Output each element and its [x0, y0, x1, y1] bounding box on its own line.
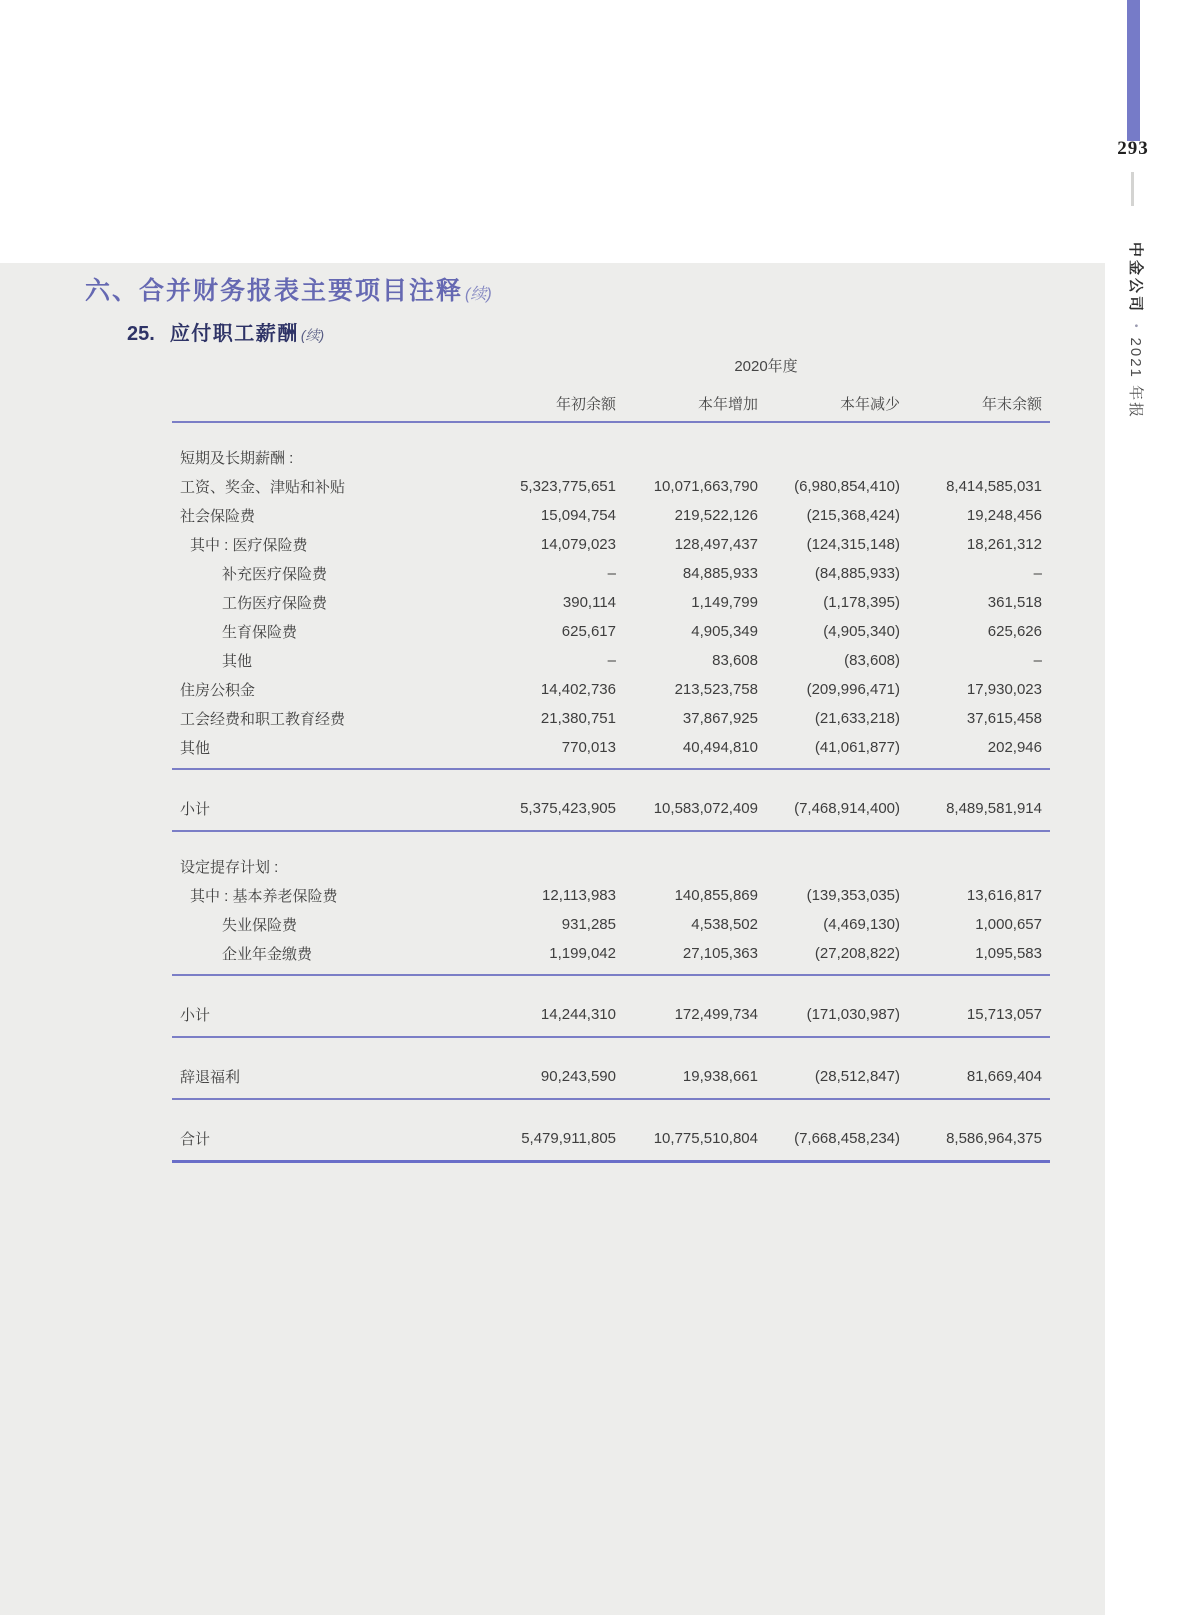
- row-label: 设定提存计划 :: [180, 859, 279, 876]
- cell-value: 14,079,023: [540, 536, 616, 553]
- cell-value: (209,996,471): [806, 681, 900, 698]
- row-label: 生育保险费: [222, 624, 298, 641]
- row-label: 补充医疗保险费: [222, 566, 328, 583]
- table-row: [172, 1124, 1050, 1153]
- cell-value: 84,885,933: [682, 565, 758, 582]
- cell-value: (83,608): [844, 652, 900, 669]
- cell-value: (41,061,877): [814, 739, 900, 756]
- cell-value: (139,353,035): [806, 887, 900, 904]
- column-header: 年初余额: [555, 396, 616, 413]
- cell-value: 17,930,023: [966, 681, 1042, 698]
- cell-value: 5,323,775,651: [520, 478, 616, 495]
- row-label: 住房公积金: [180, 682, 256, 699]
- cell-value: (124,315,148): [806, 536, 900, 553]
- table-row: [172, 881, 1050, 910]
- cell-value: 140,855,869: [674, 887, 758, 904]
- column-header: 年末余额: [981, 396, 1042, 413]
- row-label: 合计: [180, 1131, 211, 1148]
- page-number-tick: [1131, 172, 1134, 206]
- row-label: 社会保险费: [180, 508, 256, 525]
- cell-value: (4,905,340): [823, 623, 900, 640]
- cell-value: 931,285: [561, 916, 616, 933]
- cell-value: 128,497,437: [674, 536, 758, 553]
- note-heading: [127, 317, 324, 346]
- header-rule: [172, 421, 1050, 423]
- cell-value: 219,522,126: [674, 507, 758, 524]
- cell-value: 37,867,925: [682, 710, 758, 727]
- sidebar-vertical-text: [1126, 242, 1147, 419]
- cell-value: 8,586,964,375: [946, 1130, 1042, 1147]
- cell-value: 390,114: [562, 594, 616, 611]
- cell-value: (6,980,854,410): [794, 478, 900, 495]
- section-heading-text: 六、合并财务报表主要项目注释: [85, 277, 464, 305]
- cell-value: (7,468,914,400): [794, 800, 900, 817]
- cell-value: 19,938,661: [682, 1068, 758, 1085]
- cell-value: –: [1033, 652, 1042, 669]
- table-row: [172, 501, 1050, 530]
- cell-value: 10,071,663,790: [653, 478, 758, 495]
- table-row: [172, 910, 1050, 939]
- row-label: 短期及长期薪酬 :: [180, 450, 294, 467]
- cell-value: 5,479,911,805: [521, 1130, 616, 1147]
- table-row: [172, 472, 1050, 501]
- row-label: 工会经费和职工教育经费: [180, 711, 346, 728]
- cell-value: 19,248,456: [966, 507, 1042, 524]
- cell-value: (27,208,822): [814, 945, 900, 962]
- cell-value: 37,615,458: [966, 710, 1042, 727]
- cell-value: (1,178,395): [823, 594, 900, 611]
- sidebar-company-name: 中金公司: [1127, 242, 1144, 315]
- cell-value: 172,499,734: [674, 1006, 758, 1023]
- table-row: [172, 617, 1050, 646]
- row-label: 其中 : 基本养老保险费: [190, 888, 338, 905]
- table-row: [172, 646, 1050, 675]
- cell-value: 4,905,349: [691, 623, 758, 640]
- cell-value: –: [607, 565, 616, 582]
- page-number: 293: [1117, 138, 1149, 159]
- row-label: 企业年金缴费: [222, 946, 313, 963]
- cell-value: 21,380,751: [540, 710, 616, 727]
- row-label: 其中 : 医疗保险费: [190, 537, 308, 554]
- row-label: 其他: [180, 740, 211, 757]
- section-heading-continued: (续): [465, 286, 492, 303]
- table-row: [172, 675, 1050, 704]
- table-row: [172, 704, 1050, 733]
- row-label: 其他: [222, 653, 253, 670]
- cell-value: 625,617: [561, 623, 616, 640]
- cell-value: (21,633,218): [814, 710, 900, 727]
- cell-value: 18,261,312: [966, 536, 1042, 553]
- table-row: [172, 794, 1050, 823]
- cell-value: 213,523,758: [674, 681, 758, 698]
- cell-value: 15,713,057: [966, 1006, 1042, 1023]
- cell-value: 8,489,581,914: [946, 800, 1042, 817]
- cell-value: (7,668,458,234): [794, 1130, 900, 1147]
- cell-value: 1,199,042: [549, 945, 616, 962]
- column-header: 本年增加: [697, 396, 758, 413]
- table-row: [172, 530, 1050, 559]
- cell-value: 40,494,810: [682, 739, 758, 756]
- cell-value: 202,946: [987, 739, 1042, 756]
- bullet-separator: •: [1130, 324, 1141, 328]
- cell-value: 1,000,657: [975, 916, 1042, 933]
- cell-value: 361,518: [987, 594, 1042, 611]
- note-heading-continued: (续): [300, 327, 325, 343]
- cell-value: 10,583,072,409: [653, 800, 758, 817]
- table-row: [172, 588, 1050, 617]
- table-row: [172, 559, 1050, 588]
- cell-value: (215,368,424): [806, 507, 900, 524]
- note-number: 25.: [127, 323, 155, 345]
- cell-value: –: [607, 652, 616, 669]
- cell-value: 5,375,423,905: [520, 800, 616, 817]
- table-rule: [172, 768, 1050, 770]
- cell-value: (84,885,933): [814, 565, 900, 582]
- table-row: [172, 733, 1050, 762]
- table-row: [172, 939, 1050, 968]
- note-heading-text: 应付职工薪酬: [169, 323, 299, 345]
- section-heading: [85, 271, 492, 307]
- cell-value: 83,608: [712, 652, 758, 669]
- cell-value: 4,538,502: [691, 916, 758, 933]
- cell-value: 770,013: [561, 739, 616, 756]
- row-label: 工伤医疗保险费: [222, 595, 328, 612]
- cell-value: 14,244,310: [540, 1006, 616, 1023]
- cell-value: 90,243,590: [540, 1068, 616, 1085]
- cell-value: 12,113,983: [542, 887, 616, 904]
- table-rule: [172, 974, 1050, 976]
- table-rule: [172, 830, 1050, 832]
- cell-value: 15,094,754: [540, 507, 616, 524]
- row-label: 工资、奖金、津贴和补贴: [180, 479, 346, 496]
- cell-value: 81,669,404: [966, 1068, 1042, 1085]
- sidebar-report-year: 2021 年报: [1127, 337, 1144, 420]
- row-label: 小计: [180, 801, 211, 818]
- table-body: [172, 443, 1050, 1163]
- cell-value: 1,149,799: [691, 594, 758, 611]
- payroll-table: [172, 355, 1050, 1163]
- cell-value: –: [1033, 565, 1042, 582]
- accent-bar: [1127, 0, 1140, 141]
- cell-value: 10,775,510,804: [653, 1130, 758, 1147]
- cell-value: (4,469,130): [823, 916, 900, 933]
- cell-value: 27,105,363: [682, 945, 758, 962]
- table-row: [172, 1000, 1050, 1029]
- table-row: [172, 852, 1050, 881]
- cell-value: 1,095,583: [975, 945, 1042, 962]
- cell-value: (28,512,847): [814, 1068, 900, 1085]
- cell-value: 14,402,736: [540, 681, 616, 698]
- table-rule: [172, 1098, 1050, 1100]
- table-row: [172, 1062, 1050, 1091]
- cell-value: (171,030,987): [806, 1006, 900, 1023]
- table-row: [172, 443, 1050, 472]
- cell-value: 13,616,817: [966, 887, 1042, 904]
- table-column-headers: [172, 381, 1050, 421]
- column-header: 本年减少: [839, 396, 900, 413]
- row-label: 小计: [180, 1007, 211, 1024]
- table-rule: [172, 1036, 1050, 1038]
- row-label: 辞退福利: [180, 1069, 241, 1086]
- row-label: 失业保险费: [222, 917, 298, 934]
- table-rule-thick: [172, 1160, 1050, 1163]
- period-header: 2020年度: [734, 358, 798, 375]
- cell-value: 8,414,585,031: [946, 478, 1042, 495]
- cell-value: 625,626: [987, 623, 1042, 640]
